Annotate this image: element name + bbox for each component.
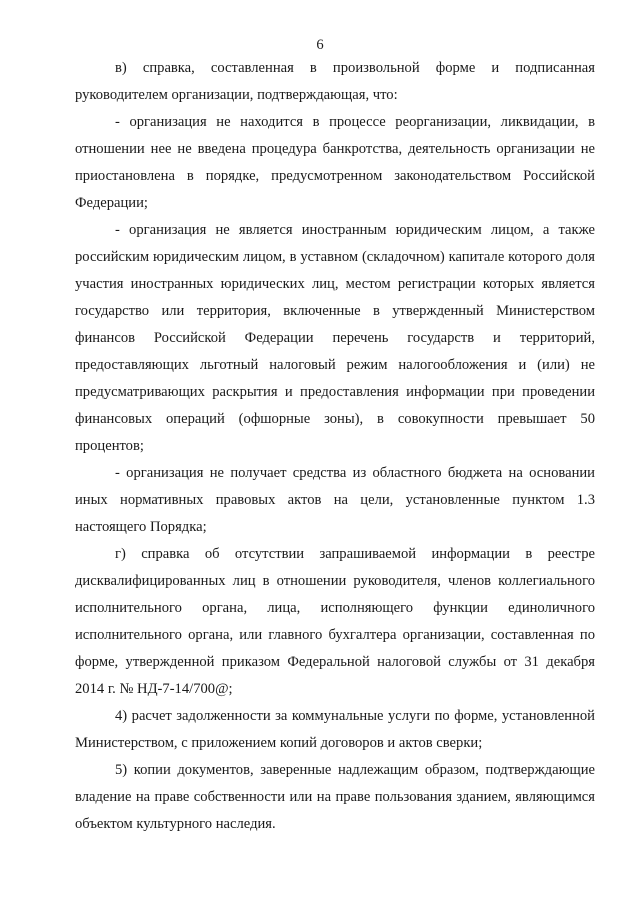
paragraph-no-regional-funds: - организация не получает средства из областного бюджета на основании иных нормативных правовых актов на цели, установленные пунктом 1.3 настоящего Порядка;	[75, 465, 595, 535]
paragraph-not-foreign-entity: - организация не является иностранным юридическим лицом, а также российским юридическим лицом, в уставном (складочном) капитале которого доля участия иностранных юридических лиц, местом регистрации которых является государство или территория, включенные в утвержденный Министерством финансов Российской Федерации перечень государств и территорий, предоставляющих льготный налоговый режим налогообложения и (или) не предусматривающих раскрытия и предоставления информации при проведении финансовых операций (офшорные зоны), в совокупности превышает 50 процентов;	[75, 222, 595, 454]
paragraph-ownership-documents: 5) копии документов, заверенные надлежащим образом, подтверждающие владение на праве собственности или на праве пользования зданием, являющимся объектом культурного наследия.	[75, 762, 595, 832]
paragraph-certificate-g: г) справка об отсутствии запрашиваемой информации в реестре дисквалифицированных лиц в отношении руководителя, членов коллегиального исполнительного органа, лица, исполняющего функции единоличного исполнительного органа, или главного бухгалтера организации, составленная по форме, утвержденной приказом Федеральной налоговой службы от 31 декабря 2014 г. № НД-7-14/700@;	[75, 546, 595, 697]
paragraph-no-reorganization: - организация не находится в процессе реорганизации, ликвидации, в отношении нее не введена процедура банкротства, деятельность организации не приостановлена в порядке, предусмотренном законодательством Российской Федерации;	[75, 114, 595, 211]
page-number: 6	[316, 37, 324, 53]
paragraph-certificate-v: в) справка, составленная в произвольной форме и подписанная руководителем организации, подтверждающая, что:	[75, 60, 595, 103]
document-body	[75, 55, 595, 838]
paragraph-debt-calculation: 4) расчет задолженности за коммунальные услуги по форме, установленной Министерством, с приложением копий договоров и актов сверки;	[75, 708, 595, 751]
